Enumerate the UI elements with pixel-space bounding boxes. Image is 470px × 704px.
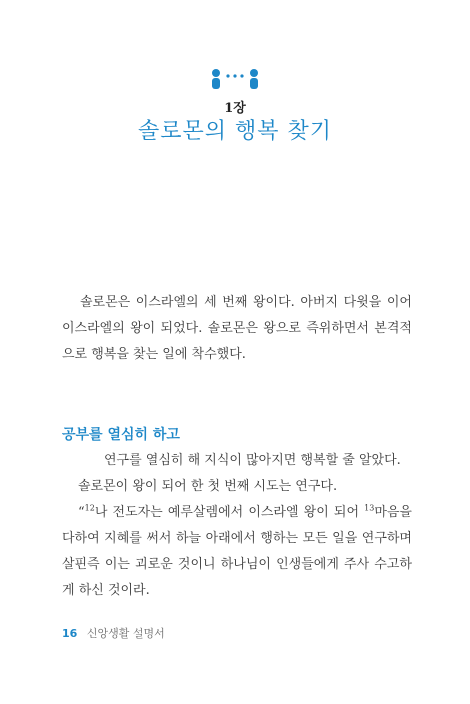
- chapter-number: 1장: [224, 101, 246, 116]
- body-line-2: 솔로몬이 왕이 되어 한 첫 번째 시도는 연구다.: [78, 479, 338, 494]
- chapter-title: 솔로몬의 행복 찾기: [137, 119, 332, 144]
- quote-part-2: 마음을 다하여 지혜를 써서 하늘 아래에서 행하는 모든 일을 연구하며 살핀즉 이는 괴로운 것이니 하나님이 인생들에게 주사 수고하게 하신 것이라.: [62, 505, 412, 598]
- verse-number-13: 13: [364, 503, 375, 513]
- two-people-talking-icon: [210, 68, 260, 90]
- quote-part-1: 나 전도자는 예루살렘에서 이스라엘 왕이 되어: [94, 505, 365, 520]
- verse-number-12: 12: [84, 503, 95, 513]
- scripture-quote: [62, 500, 412, 604]
- page-footer: [62, 625, 165, 641]
- section-heading: 공부를 열심히 하고: [62, 427, 180, 443]
- intro-paragraph: 솔로몬은 이스라엘의 세 번째 왕이다. 아버지 다윗을 이어 이스라엘의 왕이 되었다. 솔로몬은 왕으로 즉위하면서 본격적으로 행복을 찾는 일에 착수했다.: [62, 295, 412, 362]
- section-body: [62, 448, 412, 604]
- page-number: 16: [62, 627, 78, 640]
- quote-open: “: [78, 505, 85, 520]
- body-line-1: 연구를 열심히 해 지식이 많아지면 행복할 줄 알았다.: [104, 453, 401, 468]
- running-title: 신앙생활 설명서: [86, 627, 165, 640]
